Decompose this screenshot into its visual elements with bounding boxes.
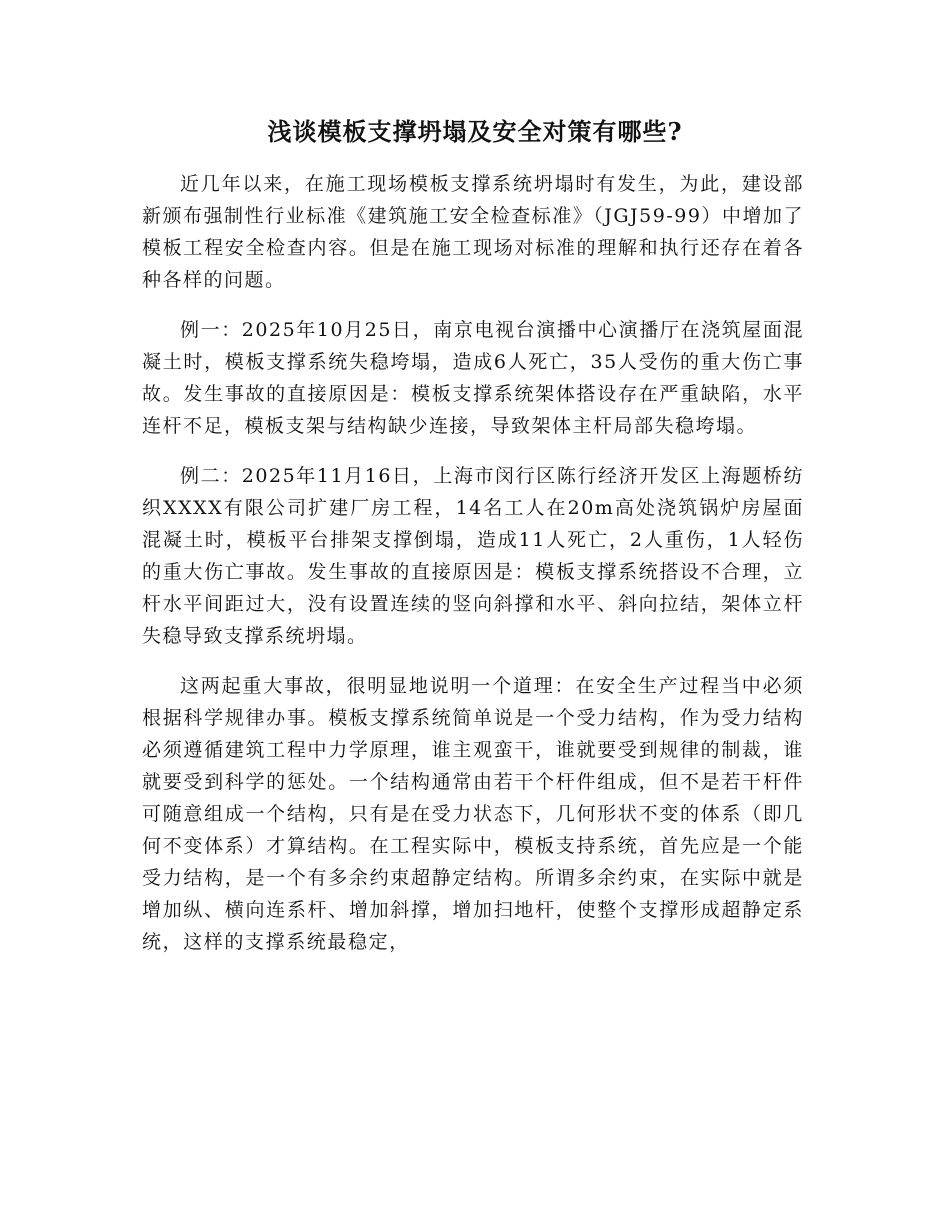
paragraph-analysis: 这两起重大事故，很明显地说明一个道理：在安全生产过程当中必须根据科学规律办事。模板支撑系统简单说是一个受力结构，作为受力结构必须遵循建筑工程中力学原理，谁主观蛮干，谁就要受到规律的制裁，谁就要受到科学的惩处。一个结构通常由若干个杆件组成，但不是若干杆件可随意组成一个结构，只有是在受力状态下，几何形状不变的体系（即几何不变体系）才算结构。在工程实际中，模板支持系统，首先应是一个能受力结构，是一个有多余约束超静定结构。所谓多余约束，在实际中就是增加纵、横向连系杆、增加斜撑，增加扫地杆，使整个支撑形成超静定系统，这样的支撑系统最稳定， — [142, 675, 804, 953]
paragraph-intro: 近几年以来，在施工现场模板支撑系统坍塌时有发生，为此，建设部新颁布强制性行业标准《建筑施工安全检查标准》（JGJ59-99）中增加了模板工程安全检查内容。但是在施工现场对标准的理解和执行还存在着各种各样的问题。 — [142, 173, 804, 291]
paragraph-example-two: 例二：2025年11月16日，上海市闵行区陈行经济开发区上海题桥纺织XXXX有限公司扩建厂房工程，14名工人在20m高处浇筑锅炉房屋面混凝土时，模板平台排架支撑倒塌，造成11人死亡，2人重伤，1人轻伤的重大伤亡事故。发生事故的直接原因是：模板支撑系统搭设不合理，立杆水平间距过大，没有设置连续的竖向斜撑和水平、斜向拉结，架体立杆失稳导致支撑系统坍塌。 — [142, 465, 804, 647]
document-body — [142, 168, 804, 976]
page-title: 浅谈模板支撑坍塌及安全对策有哪些? — [267, 117, 683, 146]
paragraph-example-one: 例一：2025年10月25日，南京电视台演播中心演播厅在浇筑屋面混凝土时，模板支撑系统失稳垮塌，造成6人死亡，35人受伤的重大伤亡事故。发生事故的直接原因是：模板支撑系统架体搭设存在严重缺陷，水平连杆不足，模板支架与结构缺少连接，导致架体主杆局部失稳垮塌。 — [142, 319, 804, 437]
